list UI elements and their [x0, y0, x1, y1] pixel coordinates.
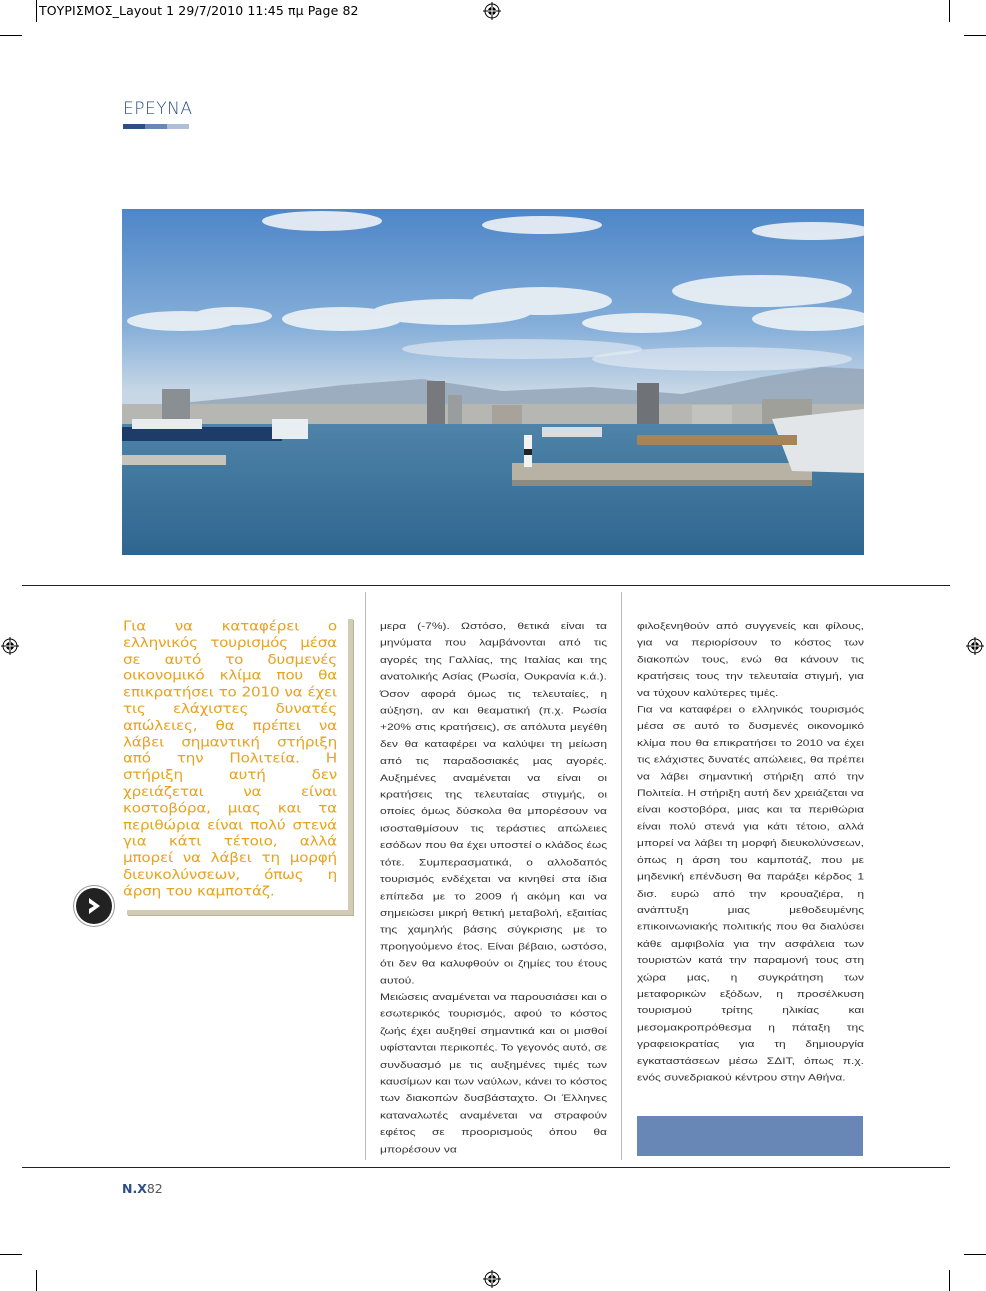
column-3-paragraph-2: Για να καταφέρει ο ελληνικός τουρισμός μέσα σε αυτό το δυσμενές οικονομικό κλίμα που θα επικρατήσει το 2010 να έχει τις ελάχιστες δυνατές απώλειες, θα πρέπει να λάβει σημαντική στήριξη από την Πολιτεία. Η στήριξη αυτή δεν χρειάζεται να είναι κοστοβόρα, μιας και τα περιθώρια είναι πολύ στενά για κάτι τέτοιο, αλλά μπορεί να λάβει τη μορφή διευκολύνσεων, όπως η άρση του καμποτάζ, που με μηδενική επένδυση θα παράξει κέρδος 1 δισ. ευρώ από την κρουαζιέρα, η ανάπτυξη μιας μεθοδευμένης επικοινωνιακής πολιτικής που θα διαλύσει κάθε αμφιβολία για την ασφάλεια των τουριστών κατά την παραμονή τους στη χώρα μας, η συγκράτηση των μεταφορικών εξόδων, η προσέλκυση τουρισμού τρίτης ηλικίας και μεσομακροπρόθεσμα η πάταξη της γραφειοκρατίας για τη δημιουργία εγκαταστάσεων μέσω ΣΔΙΤ, όπως π.χ. ενός συνεδριακού κέντρου στην Αθήνα.: [637, 703, 864, 1083]
blue-accent-box: [637, 1116, 863, 1156]
top-rule: [22, 585, 950, 586]
crop-mark-top-left: [0, 35, 22, 36]
crop-mark-top-right: [964, 35, 986, 36]
column-divider-1: [365, 592, 366, 1160]
registration-mark-right-icon: [966, 637, 984, 655]
registration-mark-left-icon: [1, 637, 19, 655]
chevron-right-icon: [76, 888, 112, 924]
bottom-rule: [22, 1167, 950, 1168]
crop-mark-bottom-right: [964, 1254, 986, 1255]
pull-quote-text: Για να καταφέρει ο ελληνικός τουρισμός μέσα σε αυτό το δυσμενές οικονομικό κλίμα που θα επικρατήσει το 2010 να έχει τις ελάχιστες δυνατές απώλειες, θα πρέπει να λάβει σημαντική στήριξη από την Πολιτεία. Η στήριξη αυτή δεν χρειάζεται να είναι κοστοβόρα, μιας και τα περιθώρια είναι πολύ στενά για κάτι τέτοιο, αλλά μπορεί να λάβει τη μορφή διευκολύνσεων, όπως η άρση του καμποτάζ.: [123, 618, 337, 899]
article-column-3: [637, 618, 864, 1086]
article-column-2: [380, 618, 607, 1158]
crop-mark-bottom-left: [0, 1254, 22, 1255]
section-bar-dark: [123, 124, 145, 129]
crop-mark-bottom-right-v: [949, 1270, 950, 1291]
folio-prefix: Ν.Χ: [122, 1181, 147, 1196]
page-number: 82: [146, 1181, 163, 1196]
registration-mark-top-icon: [483, 2, 501, 20]
column-2-paragraph-1: μερα (-7%). Ωστόσο, θετικά είναι τα μηνύματα που λαμβάνονται από τις αγορές της Γαλλίας, της Ιταλίας και της ανατολικής Ασίας (Ρωσία, Ουκρανία κ.ά.). Όσον αφορά όμως τις τελευταίες, η αύξηση, αν και θεαματική (π.χ. Ρωσία +20% στις κρατήσεις), σε απόλυτα μεγέθη δεν θα καταφέρει να καλύψει τη μείωση από τις παραδοσιακές μας αγορές. Αυξημένες αναμένεται να είναι οι κρατήσεις της τελευταίας στιγμής, οι οποίες όμως δύσκολα θα μπορέσουν να ισοσταθμίσουν τις τεράστιες απώλειες εσόδων που θα έχει υποστεί ο κλάδος έως τότε. Συμπερασματικά, ο αλλοδαπός τουρισμός ενδέχεται να κινηθεί στα ίδια επίπεδα με το 2009 ή ακόμη και να σημειώσει μικρή θετική μεταβολή, εξαιτίας της χαμηλής βάσης σύγκρισης με το προηγούμενο έτος. Είναι βέβαιο, ωστόσο, ότι δεν θα καλυφθούν οι ζημίες του έτους αυτού.: [380, 620, 607, 986]
harbor-photo: [122, 209, 864, 555]
section-title: ΕΡΕΥΝΑ: [123, 99, 193, 119]
column-divider-2: [621, 592, 622, 1160]
column-2-paragraph-2: Μειώσεις αναμένεται να παρουσιάσει και ο εσωτερικός τουρισμός, αφού το κόστος ζωής έχει αυξηθεί σημαντικά και οι μισθοί υφίστανται περικοπές. Το γεγονός αυτό, σε συνδυασμό με τις αυξημένες τιμές των καυσίμων και των ναύλων, κάνει το κόστος των διακοπών δυσβάσταχτο. Οι Έλληνες καταναλωτές αναμένεται να στραφούν εφέτος σε προορισμούς όπου θα μπορέσουν να: [380, 991, 607, 1155]
section-bar-mid: [145, 124, 167, 129]
column-3-paragraph-1: φιλοξενηθούν από συγγενείς και φίλους, για να περιορίσουν το κόστος των διακοπών τους, ενώ θα κάνουν τις κρατήσεις τους την τελευταία στιγμή, για να τύχουν καλύτερες τιμές.: [637, 620, 864, 699]
page-folio: [122, 1181, 163, 1196]
registration-mark-bottom-icon: [483, 1270, 501, 1288]
crop-mark-top-left-v: [36, 0, 37, 22]
crop-mark-bottom-left-v: [36, 1270, 37, 1291]
slug-line: ΤΟΥΡΙΣΜΟΣ_Layout 1 29/7/2010 11:45 πμ Page 82: [39, 3, 359, 18]
crop-mark-top-right-v: [949, 0, 950, 22]
section-bar-light: [167, 124, 189, 129]
